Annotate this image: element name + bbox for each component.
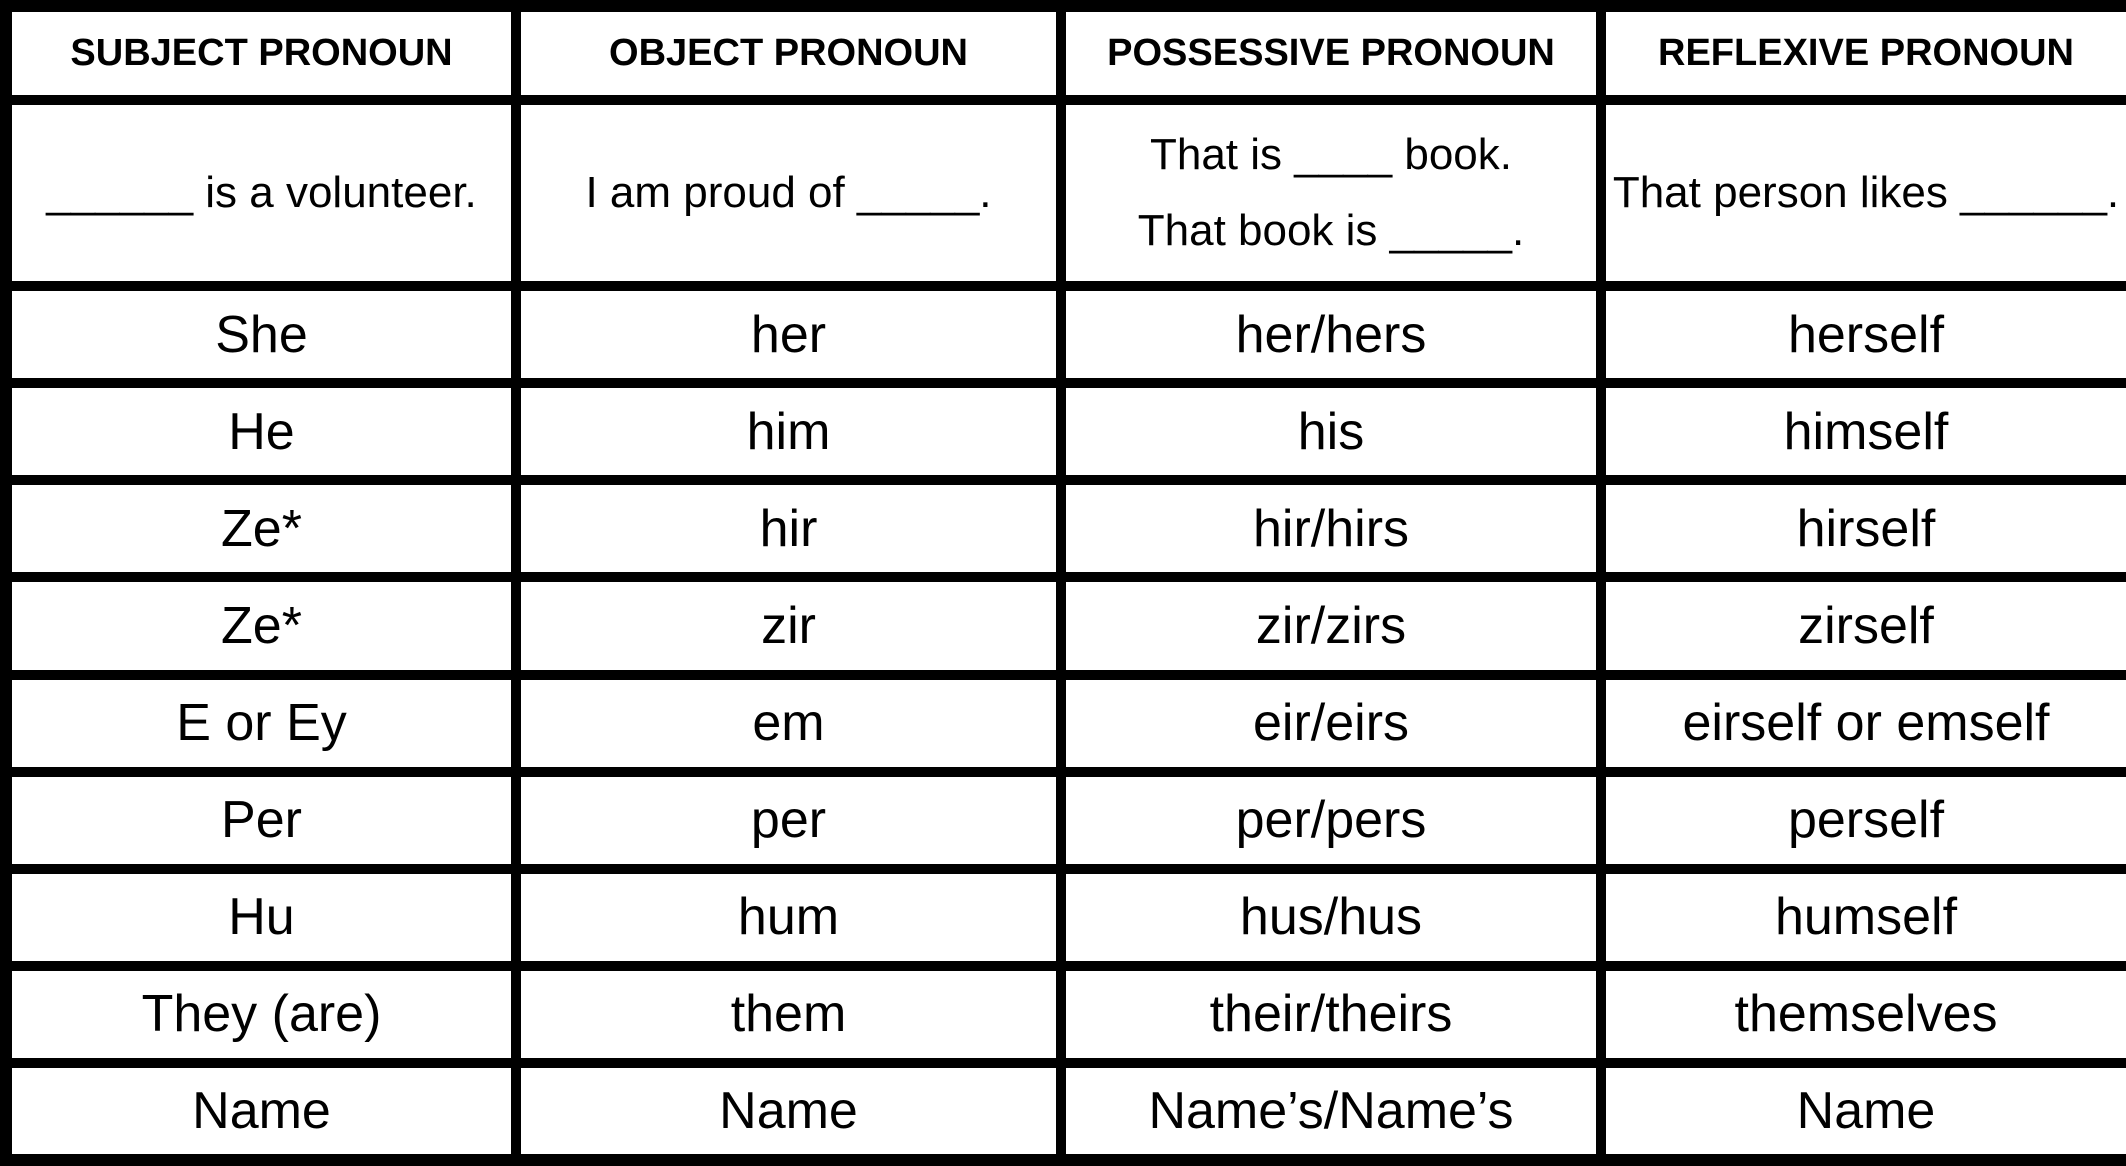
pronoun-cell: She bbox=[6, 286, 516, 383]
possessive-example-line-1: That is ____ book. bbox=[1149, 130, 1512, 180]
pronoun-cell: hir bbox=[516, 480, 1061, 577]
pronoun-cell: per/pers bbox=[1061, 772, 1601, 869]
pronoun-cell: eir/eirs bbox=[1061, 675, 1601, 772]
header-object-pronoun: OBJECT PRONOUN bbox=[516, 6, 1061, 100]
table-row-they bbox=[6, 966, 2126, 1063]
pronoun-cell: perself bbox=[1601, 772, 2126, 869]
pronoun-cell: hirself bbox=[1601, 480, 2126, 577]
pronoun-cell: him bbox=[516, 383, 1061, 480]
pronoun-cell: zir bbox=[516, 577, 1061, 674]
pronoun-cell: hir/hirs bbox=[1061, 480, 1601, 577]
pronoun-cell: herself bbox=[1601, 286, 2126, 383]
header-possessive-pronoun: POSSESSIVE PRONOUN bbox=[1061, 6, 1601, 100]
pronoun-cell: their/theirs bbox=[1061, 966, 1601, 1063]
pronoun-cell: em bbox=[516, 675, 1061, 772]
example-cell-possessive bbox=[1061, 100, 1601, 286]
pronoun-cell: per bbox=[516, 772, 1061, 869]
example-cell-object: I am proud of _____. bbox=[516, 100, 1061, 286]
pronoun-cell: Name’s/Name’s bbox=[1061, 1063, 1601, 1160]
pronoun-cell: He bbox=[6, 383, 516, 480]
table-row-e-ey bbox=[6, 675, 2126, 772]
pronoun-cell: They (are) bbox=[6, 966, 516, 1063]
pronoun-cell: zir/zirs bbox=[1061, 577, 1601, 674]
pronoun-cell: hus/hus bbox=[1061, 869, 1601, 966]
example-cell-subject: ______ is a volunteer. bbox=[6, 100, 516, 286]
pronoun-cell: E or Ey bbox=[6, 675, 516, 772]
pronoun-cell: Ze* bbox=[6, 480, 516, 577]
pronoun-cell: humself bbox=[1601, 869, 2126, 966]
pronoun-cell: her bbox=[516, 286, 1061, 383]
pronoun-cell: his bbox=[1061, 383, 1601, 480]
header-subject-pronoun: SUBJECT PRONOUN bbox=[6, 6, 516, 100]
header-row bbox=[6, 6, 2126, 100]
table-row-ze-hir bbox=[6, 480, 2126, 577]
pronoun-cell: Hu bbox=[6, 869, 516, 966]
table-row-she bbox=[6, 286, 2126, 383]
table-row-per bbox=[6, 772, 2126, 869]
pronoun-cell: Name bbox=[1601, 1063, 2126, 1160]
possessive-example-line-2: That book is _____. bbox=[1137, 206, 1525, 256]
pronoun-cell: Name bbox=[6, 1063, 516, 1160]
pronoun-cell: Per bbox=[6, 772, 516, 869]
header-reflexive-pronoun: REFLEXIVE PRONOUN bbox=[1601, 6, 2126, 100]
example-cell-reflexive: That person likes ______. bbox=[1601, 100, 2126, 286]
table-row-name bbox=[6, 1063, 2126, 1160]
pronoun-cell: themselves bbox=[1601, 966, 2126, 1063]
table-row-hu bbox=[6, 869, 2126, 966]
pronoun-cell: Ze* bbox=[6, 577, 516, 674]
pronoun-cell: them bbox=[516, 966, 1061, 1063]
pronoun-cell: eirself or emself bbox=[1601, 675, 2126, 772]
pronoun-cell: zirself bbox=[1601, 577, 2126, 674]
example-sentence-row bbox=[6, 100, 2126, 286]
table-row-ze-zir bbox=[6, 577, 2126, 674]
pronoun-cell: her/hers bbox=[1061, 286, 1601, 383]
pronoun-cell: Name bbox=[516, 1063, 1061, 1160]
pronoun-cell: himself bbox=[1601, 383, 2126, 480]
table-row-he bbox=[6, 383, 2126, 480]
pronoun-cell: hum bbox=[516, 869, 1061, 966]
